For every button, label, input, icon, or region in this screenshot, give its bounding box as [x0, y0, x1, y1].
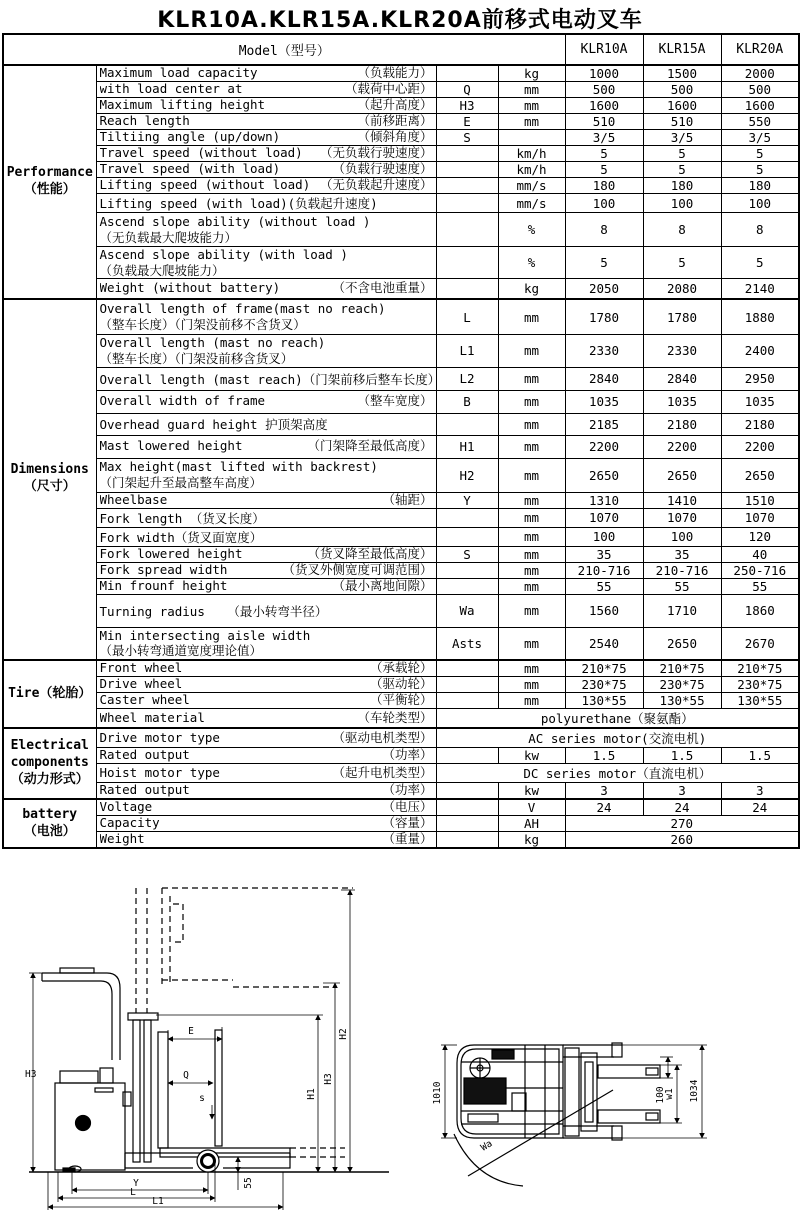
value-cell: 210-716: [565, 562, 643, 578]
symbol-cell: [436, 677, 498, 693]
spec-name: （前移距离） Reach length: [96, 114, 436, 130]
value-cell: 2650: [643, 458, 721, 492]
spec-name: （功率） Rated output: [96, 783, 436, 800]
dim-label-h2: H2: [338, 1028, 349, 1040]
value-cell: 2840: [565, 367, 643, 390]
value-cell: 230*75: [721, 677, 799, 693]
unit-cell: mm: [498, 693, 565, 709]
unit-cell: %: [498, 247, 565, 279]
spec-name: Max height(mast lifted with backrest) （门架起升至最高整车高度）: [96, 458, 436, 492]
dim-label-h1: H1: [306, 1088, 317, 1100]
value-cell: 3: [721, 783, 799, 800]
symbol-cell: [436, 65, 498, 82]
model-header-label: Model（型号）: [3, 34, 565, 65]
table-row: [3, 799, 799, 816]
symbol-cell: [436, 146, 498, 162]
merged-value-cell: DC series motor（直流电机）: [436, 764, 799, 783]
value-cell: 250-716: [721, 562, 799, 578]
table-row: [3, 562, 799, 578]
table-row: [3, 527, 799, 546]
value-cell: 510: [565, 114, 643, 130]
section-label-performance: Performance （性能）: [3, 65, 96, 299]
value-cell: 550: [721, 114, 799, 130]
value-cell: 3: [643, 783, 721, 800]
value-cell: 2650: [643, 627, 721, 660]
symbol-cell: Q: [436, 82, 498, 98]
value-cell: 2200: [643, 435, 721, 458]
unit-cell: mm: [498, 594, 565, 627]
table-row: [3, 578, 799, 594]
unit-cell: V: [498, 799, 565, 816]
unit-cell: mm: [498, 98, 565, 114]
spec-name: （起升电机类型） Hoist motor type: [96, 764, 436, 783]
spec-name: （起升高度） Maximum lifting height: [96, 98, 436, 114]
model-column-klr10a: KLR10A: [565, 34, 643, 65]
value-cell: 2050: [565, 279, 643, 299]
section-label-tire: Tire（轮胎）: [3, 660, 96, 728]
table-row: [3, 709, 799, 729]
table-row: [3, 816, 799, 832]
value-cell: 1780: [565, 299, 643, 335]
section-label-battery: battery （电池）: [3, 799, 96, 848]
unit-cell: km/h: [498, 162, 565, 178]
spec-name: （无负载起升速度） Lifting speed (without load): [96, 178, 436, 194]
value-cell: 1880: [721, 299, 799, 335]
value-cell: 3/5: [721, 130, 799, 146]
symbol-cell: Wa: [436, 594, 498, 627]
symbol-cell: L: [436, 299, 498, 335]
value-cell: 510: [643, 114, 721, 130]
value-cell: 5: [721, 247, 799, 279]
dim-label-fork-width: 100: [655, 1086, 666, 1104]
value-cell: 5: [643, 247, 721, 279]
dim-label-overall-width: 1034: [689, 1079, 700, 1103]
model-column-klr20a: KLR20A: [721, 34, 799, 65]
value-cell: 1710: [643, 594, 721, 627]
value-cell: 230*75: [565, 677, 643, 693]
symbol-cell: [436, 693, 498, 709]
symbol-cell: [436, 213, 498, 247]
value-cell: 5: [643, 146, 721, 162]
table-row: [3, 627, 799, 660]
value-cell: 1780: [643, 299, 721, 335]
value-cell: 1410: [643, 492, 721, 508]
spec-name: （货叉外侧宽度可调范围） Fork spread width: [96, 562, 436, 578]
spec-name: Lifting speed (with load)(负载起升速度): [96, 194, 436, 213]
value-cell: 500: [721, 82, 799, 98]
dim-label-body-width: 1010: [432, 1081, 443, 1105]
value-cell: 3: [565, 783, 643, 800]
spec-name: （容量） Capacity: [96, 816, 436, 832]
table-row: [3, 82, 799, 98]
spec-name: Overall length (mast no reach) （整车长度）（门架没前移含货叉）: [96, 335, 436, 367]
unit-cell: mm: [498, 660, 565, 677]
value-cell: 2330: [643, 335, 721, 367]
table-row: [3, 390, 799, 413]
value-cell: 1560: [565, 594, 643, 627]
value-cell: 2180: [721, 413, 799, 435]
value-cell: 1035: [721, 390, 799, 413]
value-cell: 2185: [565, 413, 643, 435]
value-cell: 500: [565, 82, 643, 98]
value-cell: 5: [565, 162, 643, 178]
dim-label-h3-left: H3: [25, 1069, 37, 1080]
dim-label-y: Y: [133, 1178, 139, 1189]
value-cell: 180: [643, 178, 721, 194]
symbol-cell: [436, 832, 498, 849]
value-cell: 2180: [643, 413, 721, 435]
table-row: [3, 279, 799, 299]
table-row: [3, 728, 799, 748]
unit-cell: kw: [498, 748, 565, 764]
value-cell: 2080: [643, 279, 721, 299]
unit-cell: mm: [498, 677, 565, 693]
table-row: [3, 178, 799, 194]
unit-cell: mm: [498, 627, 565, 660]
unit-cell: mm: [498, 114, 565, 130]
table-row: [3, 194, 799, 213]
value-cell: 130*55: [643, 693, 721, 709]
side-view-svg: [23, 872, 395, 1212]
value-cell: 35: [565, 546, 643, 562]
unit-cell: [498, 130, 565, 146]
symbol-cell: Asts: [436, 627, 498, 660]
side-view-drawing: [23, 872, 395, 1212]
value-cell: 8: [565, 213, 643, 247]
value-cell: 1.5: [565, 748, 643, 764]
symbol-cell: [436, 413, 498, 435]
value-cell: 210*75: [721, 660, 799, 677]
value-cell: 1070: [721, 508, 799, 527]
symbol-cell: [436, 799, 498, 816]
symbol-cell: E: [436, 114, 498, 130]
symbol-cell: [436, 660, 498, 677]
value-cell: 1.5: [721, 748, 799, 764]
value-cell: 180: [565, 178, 643, 194]
unit-cell: %: [498, 213, 565, 247]
spec-name: Fork length （货叉长度）: [96, 508, 436, 527]
table-row: [3, 594, 799, 627]
symbol-cell: H3: [436, 98, 498, 114]
value-cell: 100: [643, 194, 721, 213]
value-cell: 210*75: [565, 660, 643, 677]
value-cell: 5: [721, 146, 799, 162]
value-cell: 5: [565, 247, 643, 279]
table-row: [3, 764, 799, 783]
spec-name: （承载轮） Front wheel: [96, 660, 436, 677]
value-cell: 5: [565, 146, 643, 162]
merged-value-cell: 260: [565, 832, 799, 849]
value-cell: 55: [565, 578, 643, 594]
value-cell: 3/5: [565, 130, 643, 146]
table-row: [3, 413, 799, 435]
unit-cell: mm/s: [498, 194, 565, 213]
spec-name: （整车宽度） Overall width of frame: [96, 390, 436, 413]
symbol-cell: [436, 527, 498, 546]
unit-cell: mm: [498, 492, 565, 508]
unit-cell: mm: [498, 413, 565, 435]
dim-label-e: E: [188, 1026, 194, 1037]
value-cell: 1035: [565, 390, 643, 413]
spec-name: （负载能力） Maximum load capacity: [96, 65, 436, 82]
spec-name: （无负载行驶速度） Travel speed (without load): [96, 146, 436, 162]
spec-name: （载荷中心距） with load center at: [96, 82, 436, 98]
value-cell: 180: [721, 178, 799, 194]
dim-label-fork-spread: w1: [664, 1088, 675, 1100]
dim-label-l: L: [130, 1187, 136, 1198]
table-row: [3, 146, 799, 162]
spec-name: （平衡轮） Caster wheel: [96, 693, 436, 709]
unit-cell: mm: [498, 435, 565, 458]
value-cell: 3/5: [643, 130, 721, 146]
value-cell: 55: [721, 578, 799, 594]
table-row: [3, 435, 799, 458]
dim-label-q: Q: [183, 1070, 189, 1081]
symbol-cell: [436, 194, 498, 213]
spec-name: Min intersecting aisle width （最小转弯通道宽度理论值）: [96, 627, 436, 660]
table-row: [3, 660, 799, 677]
value-cell: 5: [721, 162, 799, 178]
spec-name: Fork width（货叉面宽度）: [96, 527, 436, 546]
unit-cell: km/h: [498, 146, 565, 162]
value-cell: 8: [721, 213, 799, 247]
value-cell: 24: [721, 799, 799, 816]
value-cell: 210-716: [643, 562, 721, 578]
symbol-cell: H1: [436, 435, 498, 458]
spec-name: （功率） Rated output: [96, 748, 436, 764]
value-cell: 2000: [721, 65, 799, 82]
value-cell: 1510: [721, 492, 799, 508]
value-cell: 2140: [721, 279, 799, 299]
unit-cell: kw: [498, 783, 565, 800]
table-row: [3, 367, 799, 390]
table-row: [3, 65, 799, 82]
value-cell: 1500: [643, 65, 721, 82]
value-cell: 35: [643, 546, 721, 562]
unit-cell: kg: [498, 65, 565, 82]
table-row: [3, 546, 799, 562]
symbol-cell: Y: [436, 492, 498, 508]
value-cell: 120: [721, 527, 799, 546]
spec-name: Overhead guard height 护顶架高度: [96, 413, 436, 435]
page-title: KLR10A.KLR15A.KLR20A前移式电动叉车: [157, 8, 643, 33]
table-row: [3, 508, 799, 527]
symbol-cell: L2: [436, 367, 498, 390]
value-cell: 2840: [643, 367, 721, 390]
value-cell: 1.5: [643, 748, 721, 764]
value-cell: 2950: [721, 367, 799, 390]
table-row: [3, 114, 799, 130]
spec-name: （不含电池重量） Weight (without battery): [96, 279, 436, 299]
section-label-dimensions: Dimensions （尺寸）: [3, 299, 96, 660]
value-cell: 100: [643, 527, 721, 546]
unit-cell: mm/s: [498, 178, 565, 194]
unit-cell: mm: [498, 458, 565, 492]
value-cell: 2400: [721, 335, 799, 367]
value-cell: 1600: [721, 98, 799, 114]
merged-value-cell: 270: [565, 816, 799, 832]
spec-name: （倾斜角度） Tiltiing angle (up/down): [96, 130, 436, 146]
table-header-row: [3, 34, 799, 65]
unit-cell: mm: [498, 546, 565, 562]
symbol-cell: [436, 816, 498, 832]
spec-name: （货叉降至最低高度） Fork lowered height: [96, 546, 436, 562]
value-cell: 500: [643, 82, 721, 98]
spec-name: （驱动轮） Drive wheel: [96, 677, 436, 693]
value-cell: 1035: [643, 390, 721, 413]
unit-cell: mm: [498, 335, 565, 367]
unit-cell: mm: [498, 527, 565, 546]
value-cell: 230*75: [643, 677, 721, 693]
spec-name: （最小离地间隙） Min frounf height: [96, 578, 436, 594]
value-cell: 1600: [643, 98, 721, 114]
unit-cell: AH: [498, 816, 565, 832]
symbol-cell: S: [436, 130, 498, 146]
unit-cell: mm: [498, 299, 565, 335]
table-row: [3, 492, 799, 508]
value-cell: 24: [643, 799, 721, 816]
unit-cell: kg: [498, 832, 565, 849]
value-cell: 100: [565, 194, 643, 213]
symbol-cell: [436, 748, 498, 764]
value-cell: 5: [643, 162, 721, 178]
table-row: [3, 98, 799, 114]
symbol-cell: B: [436, 390, 498, 413]
spec-table: [2, 33, 800, 849]
dim-label-h3-right: H3: [323, 1073, 334, 1085]
symbol-cell: [436, 562, 498, 578]
value-cell: 8: [643, 213, 721, 247]
value-cell: 1600: [565, 98, 643, 114]
spec-table-body: [3, 65, 799, 848]
value-cell: 1000: [565, 65, 643, 82]
spec-name: （负载行驶速度） Travel speed (with load): [96, 162, 436, 178]
spec-name: Overall length (mast reach)（门架前移后整车长度）: [96, 367, 436, 390]
spec-name: （电压） Voltage: [96, 799, 436, 816]
dim-label-turning-radius: Wa: [478, 1138, 495, 1154]
table-row: [3, 162, 799, 178]
symbol-cell: [436, 279, 498, 299]
value-cell: 2330: [565, 335, 643, 367]
spec-name: （门架降至最低高度） Mast lowered height: [96, 435, 436, 458]
value-cell: 1860: [721, 594, 799, 627]
table-row: [3, 213, 799, 247]
symbol-cell: [436, 162, 498, 178]
unit-cell: mm: [498, 562, 565, 578]
value-cell: 210*75: [643, 660, 721, 677]
section-label-electrical: Electrical components （动力形式）: [3, 728, 96, 799]
unit-cell: mm: [498, 367, 565, 390]
value-cell: 100: [565, 527, 643, 546]
dim-label-ground-clearance: 55: [243, 1177, 254, 1189]
spec-name: （轴距） Wheelbase: [96, 492, 436, 508]
symbol-cell: [436, 178, 498, 194]
value-cell: 2540: [565, 627, 643, 660]
value-cell: 130*55: [721, 693, 799, 709]
unit-cell: mm: [498, 82, 565, 98]
value-cell: 2650: [565, 458, 643, 492]
spec-name: Turning radius （最小转弯半径）: [96, 594, 436, 627]
value-cell: 2200: [565, 435, 643, 458]
unit-cell: kg: [498, 279, 565, 299]
spec-name: （重量） Weight: [96, 832, 436, 849]
symbol-cell: [436, 247, 498, 279]
value-cell: 2670: [721, 627, 799, 660]
unit-cell: mm: [498, 508, 565, 527]
table-row: [3, 832, 799, 849]
table-row: [3, 130, 799, 146]
symbol-cell: [436, 508, 498, 527]
model-column-klr15a: KLR15A: [643, 34, 721, 65]
symbol-cell: H2: [436, 458, 498, 492]
unit-cell: mm: [498, 578, 565, 594]
value-cell: 24: [565, 799, 643, 816]
unit-cell: mm: [498, 390, 565, 413]
dim-label-s: s: [199, 1093, 205, 1104]
merged-value-cell: AC series motor(交流电机): [436, 728, 799, 748]
top-view-svg: [428, 998, 773, 1203]
value-cell: 130*55: [565, 693, 643, 709]
spec-name: Ascend slope ability (without load ) （无负载最大爬坡能力）: [96, 213, 436, 247]
symbol-cell: [436, 578, 498, 594]
top-view-drawing: [428, 998, 773, 1207]
table-row: [3, 335, 799, 367]
spec-name: （车轮类型） Wheel material: [96, 709, 436, 729]
table-row: [3, 783, 799, 800]
spec-name: Ascend slope ability (with load ) （负载最大爬坡能力）: [96, 247, 436, 279]
symbol-cell: [436, 783, 498, 800]
table-row: [3, 247, 799, 279]
spec-name: （驱动电机类型） Drive motor type: [96, 728, 436, 748]
value-cell: 55: [643, 578, 721, 594]
value-cell: 100: [721, 194, 799, 213]
value-cell: 1310: [565, 492, 643, 508]
symbol-cell: S: [436, 546, 498, 562]
value-cell: 1070: [565, 508, 643, 527]
table-row: [3, 748, 799, 764]
table-row: [3, 693, 799, 709]
value-cell: 2200: [721, 435, 799, 458]
symbol-cell: L1: [436, 335, 498, 367]
spec-name: Overall length of frame(mast no reach) （整车长度）（门架没前移不含货叉）: [96, 299, 436, 335]
table-row: [3, 677, 799, 693]
table-row: [3, 458, 799, 492]
value-cell: 2650: [721, 458, 799, 492]
value-cell: 1070: [643, 508, 721, 527]
table-row: [3, 299, 799, 335]
value-cell: 40: [721, 546, 799, 562]
dim-label-l1: L1: [152, 1196, 164, 1207]
merged-value-cell: polyurethane（聚氨酯）: [436, 709, 799, 729]
